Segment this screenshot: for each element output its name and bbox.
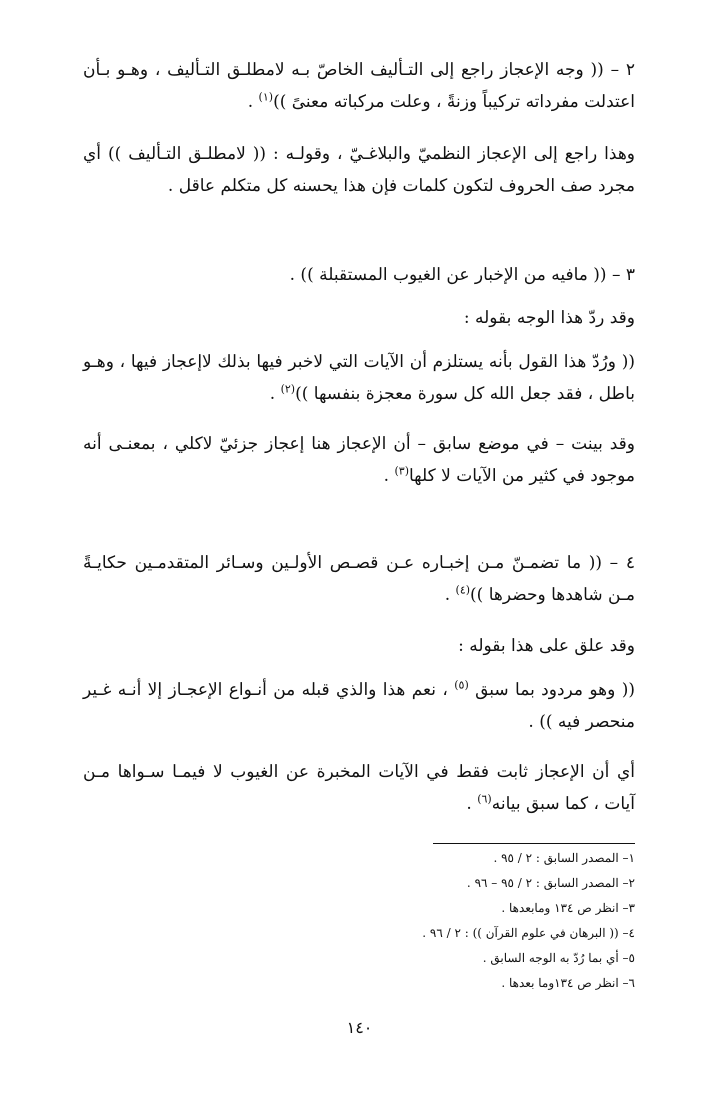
paragraph-point-4: ٤ – (( ما تضمـنّ مـن إخبـاره عـن قصـص الأولـين وسـائر المتقدمـين حكايـةً مـن شاهدها وحضرها ))$^{(٤)}$ . xyxy=(83,553,635,605)
paragraph-commentary-3: وقد بينت – في موضع سابق – أن الإعجاز هنا إعجاز جزئيّ لاكلي ، بمعنـى أنه موجود في كثير من الآيات لا كلها$^{(٣)}$ . xyxy=(83,434,635,486)
footnote-ref-4[interactable]: (٤) xyxy=(455,583,471,597)
paragraph-rebuttal-intro-4: وقد علق على هذا بقوله : xyxy=(458,636,635,656)
footnote-ref-1[interactable]: (١) xyxy=(258,90,274,104)
paragraph-commentary-2: وهذا راجع إلى الإعجاز النظميّ والبلاغـيّ ، وقولـه : (( لامطلـق التـأليف )) أي مجرد صف الحروف لتكون كلمات فإن هذا يحسنه كل متكلم عاقل . xyxy=(83,144,635,196)
footnotes-list xyxy=(235,846,635,996)
paragraph-quote-4: (( وهو مردود بما سبق $^{(٥)}$ ، نعم هذا والذي قبله من أنـواع الإعجـاز إلا أنـه غـير منحصر فيه )) . xyxy=(83,678,635,732)
paragraph-commentary-4: أي أن الإعجاز ثابت فقط في الآيات المخبرة عن الغيوب لا فيمـا سـواها مـن آيات ، كما سبق بيانه$^{(٦)}$ . xyxy=(83,762,635,814)
footnote-5: ٥– أي بما رُدّ به الوجه السابق . xyxy=(482,951,635,965)
paragraph-point-3: ٣ – (( مافيه من الإخبار عن الغيوب المستقبلة )) . xyxy=(289,265,635,285)
footnote-ref-3[interactable]: (٣) xyxy=(394,464,409,478)
footnote-3: ٣– انظر ص ١٣٤ ومابعدها . xyxy=(501,901,635,915)
paragraph-point-2: ٢ – (( وجه الإعجاز راجع إلى التـأليف الخاصّ بـه لامطلـق التـأليف ، وهـو بـأن اعتدلت مفرداته تركيباً وزنةً ، وعلت مركباته معنىً ))$^{(١)}$ . xyxy=(83,60,635,112)
footnote-ref-6[interactable]: (٦) xyxy=(477,792,492,806)
footnote-6: ٦– انظر ص ١٣٤وما بعدها . xyxy=(501,976,635,990)
footnote-ref-2[interactable]: (٢) xyxy=(280,382,296,396)
footnote-4: ٤– (( البرهان في علوم القرآن )) : ٢ / ٩٦ . xyxy=(422,926,635,940)
footnote-divider xyxy=(433,843,635,844)
page-number: ١٤٠ xyxy=(346,1018,373,1037)
footnote-2: ٢– المصدر السابق : ٢ / ٩٥ – ٩٦ . xyxy=(466,876,635,890)
paragraph-rebuttal-intro-3: وقد ردّ هذا الوجه بقوله : xyxy=(463,308,635,328)
footnote-1: ١– المصدر السابق : ٢ / ٩٥ . xyxy=(493,851,635,865)
paragraph-quote-3: (( ورُدّ هذا القول بأنه يستلزم أن الآيات التي لاخبر فيها بذلك لاإعجاز فيها ، وهـو باطل ، فقد جعل الله كل سورة معجزة بنفسها ))$^{(٢)}$ . xyxy=(83,352,635,404)
footnote-ref-5[interactable]: (٥) xyxy=(454,678,469,692)
